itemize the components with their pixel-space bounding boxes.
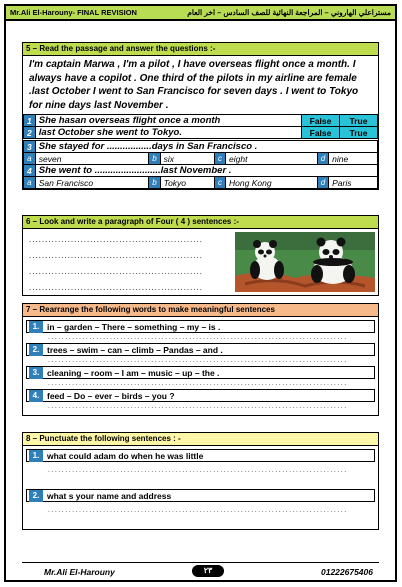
true-false-table <box>23 114 378 139</box>
item-text: feed – Do – ever – birds – you ? <box>47 390 175 401</box>
worksheet-page <box>4 4 397 582</box>
true-option[interactable]: True <box>340 115 378 127</box>
option-letter: d <box>317 153 328 165</box>
option-letter: a <box>24 153 36 165</box>
option-letter: b <box>149 153 160 165</box>
option-letter: b <box>149 177 160 189</box>
list-item <box>26 320 375 333</box>
question-number: 2 <box>24 127 36 139</box>
section-6-title: 6 – Look and write a paragraph of Four ( 4 ) sentences :- <box>23 216 378 229</box>
option-text[interactable]: six <box>160 153 214 165</box>
section-8 <box>22 432 379 530</box>
answer-line[interactable]: ....................................................................................... <box>48 403 348 410</box>
item-text: trees – swim – can – climb – Pandas – and . <box>47 344 223 355</box>
answer-line[interactable]: ....................................................................................... <box>48 357 348 364</box>
writing-line[interactable]: ...................................................... <box>29 251 204 260</box>
panda-picture <box>235 232 375 292</box>
answer-line[interactable]: ....................................................................................... <box>48 334 348 341</box>
table-row <box>24 115 378 127</box>
item-number: 2. <box>29 490 43 502</box>
multiple-choice-table <box>23 140 378 189</box>
option-letter: d <box>317 177 328 189</box>
option-text[interactable]: eight <box>226 153 318 165</box>
section-7-title: 7 – Rearrange the following words to make meaningful sentences <box>23 304 378 317</box>
writing-line[interactable]: ...................................................... <box>29 283 204 292</box>
question-text: She stayed for .................days in San Francisco . <box>35 141 377 153</box>
option-text[interactable]: nine <box>329 153 378 165</box>
page-number: ٢٣ <box>192 565 224 577</box>
item-number: 2. <box>29 344 43 356</box>
question-number: 1 <box>24 115 36 127</box>
option-text[interactable]: seven <box>35 153 148 165</box>
writing-line[interactable]: ...................................................... <box>29 235 204 244</box>
option-letter: a <box>24 177 36 189</box>
question-text: She went to .........................last November . <box>35 165 377 177</box>
list-item <box>26 343 375 356</box>
writing-line[interactable]: ...................................................... <box>29 267 204 276</box>
table-row <box>24 141 378 153</box>
option-text[interactable]: San Francisco <box>35 177 148 189</box>
option-letter: c <box>215 153 226 165</box>
answer-line[interactable]: ....................................................................................... <box>48 467 348 474</box>
question-text: She hasan overseas flight once a month <box>35 115 301 127</box>
item-number: 1. <box>29 450 43 462</box>
section-7 <box>22 303 379 416</box>
section-5 <box>22 42 379 190</box>
question-text: last October she went to Tokyo. <box>35 127 301 139</box>
list-item <box>26 449 375 462</box>
punctuate-list <box>23 446 378 516</box>
section-6 <box>22 215 379 296</box>
option-text[interactable]: Tokyo <box>160 177 214 189</box>
writing-lines <box>29 232 214 296</box>
item-text: what s your name and address <box>47 490 172 501</box>
page-footer <box>22 562 379 581</box>
false-option[interactable]: False <box>302 115 340 127</box>
table-row <box>24 153 378 165</box>
list-item <box>26 366 375 379</box>
header-right: مستراعلي الهاروني – المراجعة النهائية للصف السادس – اخر العام <box>187 8 391 17</box>
list-item <box>26 389 375 402</box>
item-number: 4. <box>29 390 43 402</box>
list-item <box>26 489 375 502</box>
item-text: what could adam do when he was little <box>47 450 204 461</box>
answer-line[interactable]: ....................................................................................... <box>48 507 348 514</box>
reading-passage: I'm captain Marwa , I'm a pilot , I have overseas flight once a month. I always have a copilot . One third of the pilots in my airline are female .last October I went to San Francisco for seven days . I went to Tokyo for nine days last November . <box>29 59 359 111</box>
header-left: Mr.Ali El-Harouny- FINAL REVISION <box>10 8 137 17</box>
section-8-title: 8 – Punctuate the following sentences : - <box>23 433 378 446</box>
table-row <box>24 127 378 139</box>
option-text[interactable]: Hong Kong <box>226 177 318 189</box>
question-number: 4 <box>24 165 36 177</box>
item-text: cleaning – room – I am – music – up – the . <box>47 367 220 378</box>
section-5-title: 5 – Read the passage and answer the questions :- <box>23 43 378 56</box>
item-text: in – garden – There – something – my – is . <box>47 321 221 332</box>
table-row <box>24 165 378 177</box>
table-row <box>24 177 378 189</box>
question-number: 3 <box>24 141 36 153</box>
page-header <box>6 6 395 21</box>
option-text[interactable]: Paris <box>329 177 378 189</box>
false-option[interactable]: False <box>302 127 340 139</box>
answer-line[interactable]: ....................................................................................... <box>48 380 348 387</box>
footer-phone: 01222675406 <box>320 567 373 577</box>
item-number: 3. <box>29 367 43 379</box>
option-letter: c <box>215 177 226 189</box>
rearrange-list <box>23 317 378 412</box>
true-option[interactable]: True <box>340 127 378 139</box>
item-number: 1. <box>29 321 43 333</box>
footer-author: Mr.Ali El-Harouny <box>44 567 115 577</box>
